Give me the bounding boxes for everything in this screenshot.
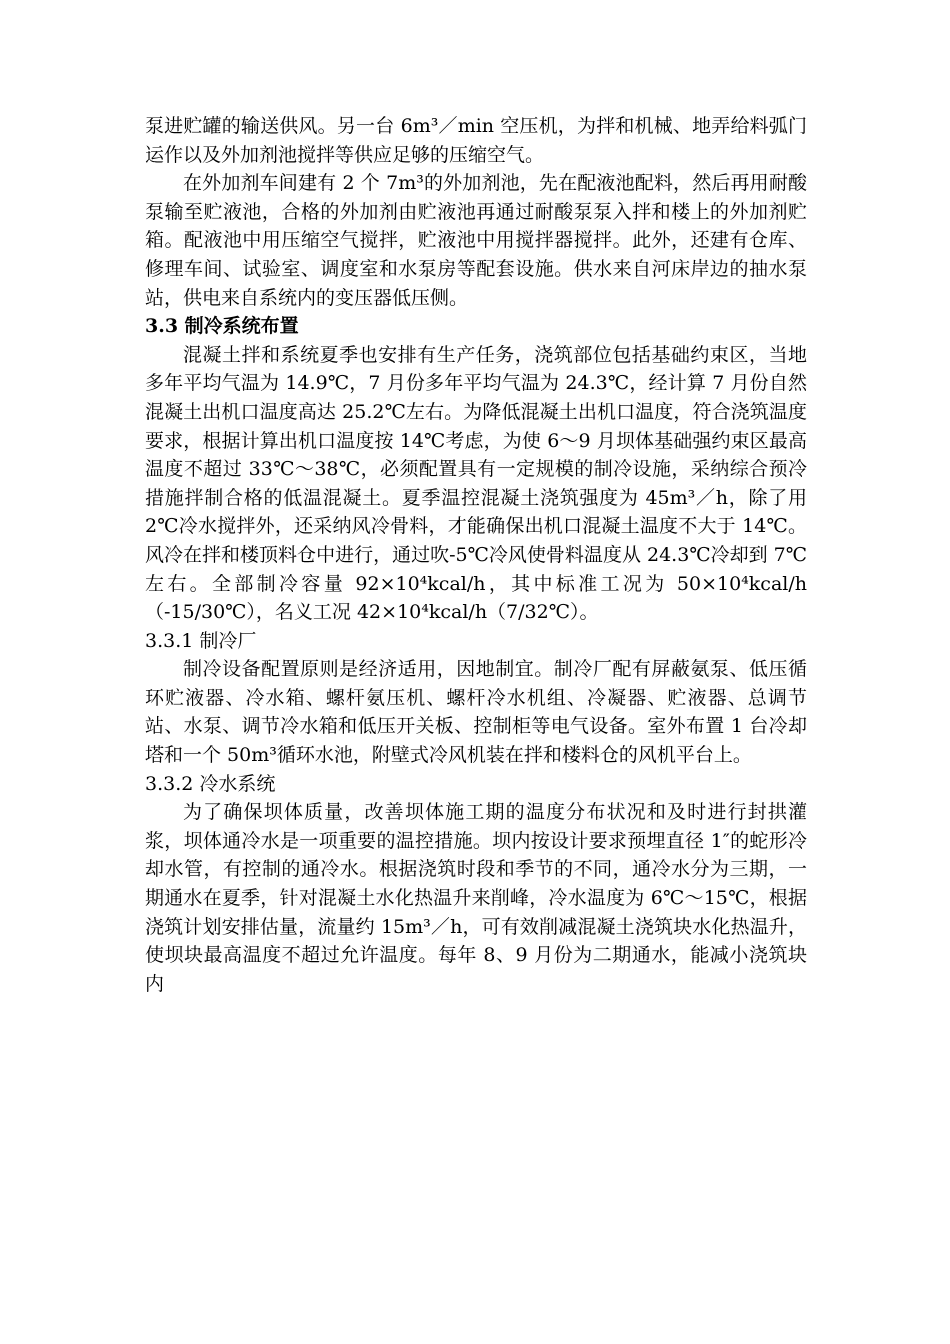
paragraph-cold-water-system: 为了确保坝体质量，改善坝体施工期的温度分布状况和及时进行封拱灌浆，坝体通冷水是一项重要的温控措施。坝内按设计要求预埋直径 1″的蛇形冷却水管，有控制的通冷水。根据浇筑时段和季节的不同，通冷水分为三期，一期通水在夏季，针对混凝土水化热温升来削峰，冷水温度为 6℃～15℃，根据浇筑计划安排估量，流量约 15m³／h，可有效削减混凝土浇筑块水化热温升，使坝块最高温度不超过允许温度。每年 8、9 月份为二期通水，能减小浇筑块内 [145, 801, 807, 995]
paragraph-refrigeration-plant: 制冷设备配置原则是经济适用，因地制宜。制冷厂配有屏蔽氨泵、低压循环贮液器、冷水箱、螺杆氨压机、螺杆冷水机组、冷凝器、贮液器、总调节站、水泵、调节冷水箱和低压开关板、控制柜等电气设备。室外布置 1 台冷却塔和一个 50m³循环水池，附壁式冷风机装在拌和楼料仓的风机平台上。 [145, 658, 807, 767]
paragraph-compressed-air: 泵进贮罐的输送供风。另一台 6m³／min 空压机，为拌和机械、地弄给料弧门运作以及外加剂池搅拌等供应足够的压缩空气。 [145, 115, 807, 166]
subsection-heading-3-3-2: 3.3.2 冷水系统 [145, 772, 276, 795]
paragraph-admixture-workshop: 在外加剂车间建有 2 个 7m³的外加剂池，先在配液池配料，然后再用耐酸泵输至贮液池，合格的外加剂由贮液池再通过耐酸泵泵入拌和楼上的外加剂贮箱。配液池中用压缩空气搅拌，贮液池中用搅拌器搅拌。此外，还建有仓库、修理车间、试验室、调度室和水泵房等配套设施。供水来自河床岸边的抽水泵站，供电来自系统内的变压器低压侧。 [145, 172, 807, 309]
paragraph-cooling-requirements: 混凝土拌和系统夏季也安排有生产任务，浇筑部位包括基础约束区，当地多年平均气温为 14.9℃，7 月份多年平均气温为 24.3℃，经计算 7 月份自然混凝土出机口温度高达 25.2℃左右。为降低混凝土出机口温度，符合浇筑温度要求，根据计算出机口温度按 14℃考虑，为使 6～9 月坝体基础强约束区最高温度不超过 33℃～38℃，必须配置具有一定规模的制冷设施，采纳综合预冷措施拌制合格的低温混凝土。夏季温控混凝土浇筑强度为 45m³／h，除了用 2℃冷水搅拌外，还采纳风冷骨料，才能确保出机口混凝土温度不大于 14℃。风冷在拌和楼顶料仓中进行，通过吹-5℃冷风使骨料温度从 24.3℃冷却到 7℃左右。全部制冷容量 92×10⁴kcal/h，其中标准工况为 50×10⁴kcal/h（-15/30℃），名义工况 42×10⁴kcal/h（7/32℃）。 [145, 343, 807, 624]
section-heading-3-3: 3.3 制冷系统布置 [145, 315, 299, 338]
document-page [145, 112, 807, 998]
subsection-heading-3-3-1: 3.3.1 制冷厂 [145, 629, 257, 652]
